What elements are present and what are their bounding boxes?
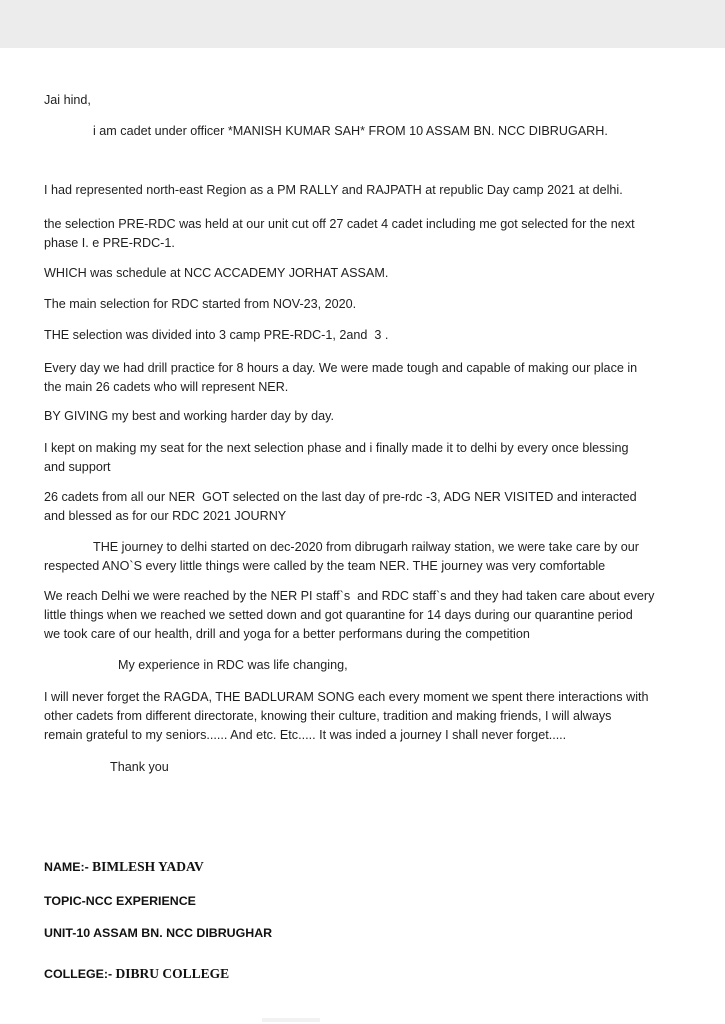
- signature-name: [44, 857, 204, 877]
- signature-unit: UNIT-10 ASSAM BN. NCC DIBRUGHAR: [44, 926, 273, 940]
- name-label: NAME:-: [44, 860, 89, 874]
- paragraph-10-line-2: respected ANO`S every little things were called by the team NER. THE journey was very comfortable: [44, 559, 606, 573]
- paragraph-11-line-1: We reach Delhi we were reached by the NER PI staff`s and RDC staff`s and they had taken care about every: [44, 589, 655, 603]
- top-bar: [0, 0, 725, 48]
- paragraph-12: My experience in RDC was life changing,: [118, 658, 348, 672]
- bottom-divider: [262, 1018, 320, 1022]
- closing: Thank you: [110, 760, 169, 774]
- paragraph-11-line-3: we took care of our health, drill and yoga for a better performans during the competition: [44, 627, 530, 641]
- paragraph-6-line-2: the main 26 cadets who will represent NER.: [44, 380, 289, 394]
- paragraph-9-line-1: 26 cadets from all our NER GOT selected on the last day of pre-rdc -3, ADG NER VISITED and interacted: [44, 490, 637, 504]
- college-value: DIBRU COLLEGE: [112, 966, 230, 981]
- intro-line: i am cadet under officer *MANISH KUMAR SAH* FROM 10 ASSAM BN. NCC DIBRUGARH.: [93, 124, 608, 138]
- name-value: BIMLESH YADAV: [88, 859, 204, 874]
- paragraph-8-line-2: and support: [44, 460, 111, 474]
- greeting: Jai hind,: [44, 93, 91, 107]
- paragraph-6-line-1: Every day we had drill practice for 8 hours a day. We were made tough and capable of making our place in: [44, 361, 638, 375]
- college-label: COLLEGE:-: [44, 967, 113, 981]
- signature-topic: TOPIC-NCC EXPERIENCE: [44, 894, 196, 908]
- paragraph-3: WHICH was schedule at NCC ACCADEMY JORHAT ASSAM.: [44, 266, 389, 280]
- paragraph-11-line-2: little things when we reached we setted down and got quarantine for 14 days during our quarantine period: [44, 608, 633, 622]
- paragraph-5: THE selection was divided into 3 camp PRE-RDC-1, 2and 3 .: [44, 328, 389, 342]
- paragraph-4: The main selection for RDC started from NOV-23, 2020.: [44, 297, 357, 311]
- paragraph-2-line-2: phase I. e PRE-RDC-1.: [44, 236, 175, 250]
- paragraph-13-line-3: remain grateful to my seniors...... And etc. Etc..... It was inded a journey I shall never forget.....: [44, 728, 567, 742]
- paragraph-13-line-2: other cadets from different directorate, knowing their culture, tradition and making friends, I will always: [44, 709, 612, 723]
- paragraph-9-line-2: and blessed as for our RDC 2021 JOURNY: [44, 509, 287, 523]
- paragraph-10-line-1: THE journey to delhi started on dec-2020 from dibrugarh railway station, we were take care by our: [93, 540, 640, 554]
- signature-college: [44, 964, 229, 984]
- paragraph-8-line-1: I kept on making my seat for the next selection phase and i finally made it to delhi by every once blessing: [44, 441, 629, 455]
- paragraph-2-line-1: the selection PRE-RDC was held at our unit cut off 27 cadet 4 cadet including me got selected for the next: [44, 217, 635, 231]
- paragraph-1: I had represented north-east Region as a PM RALLY and RAJPATH at republic Day camp 2021 at delhi.: [44, 183, 623, 197]
- paragraph-7: BY GIVING my best and working harder day by day.: [44, 409, 335, 423]
- paragraph-13-line-1: I will never forget the RAGDA, THE BADLURAM SONG each every moment we spent there interactions with: [44, 690, 649, 704]
